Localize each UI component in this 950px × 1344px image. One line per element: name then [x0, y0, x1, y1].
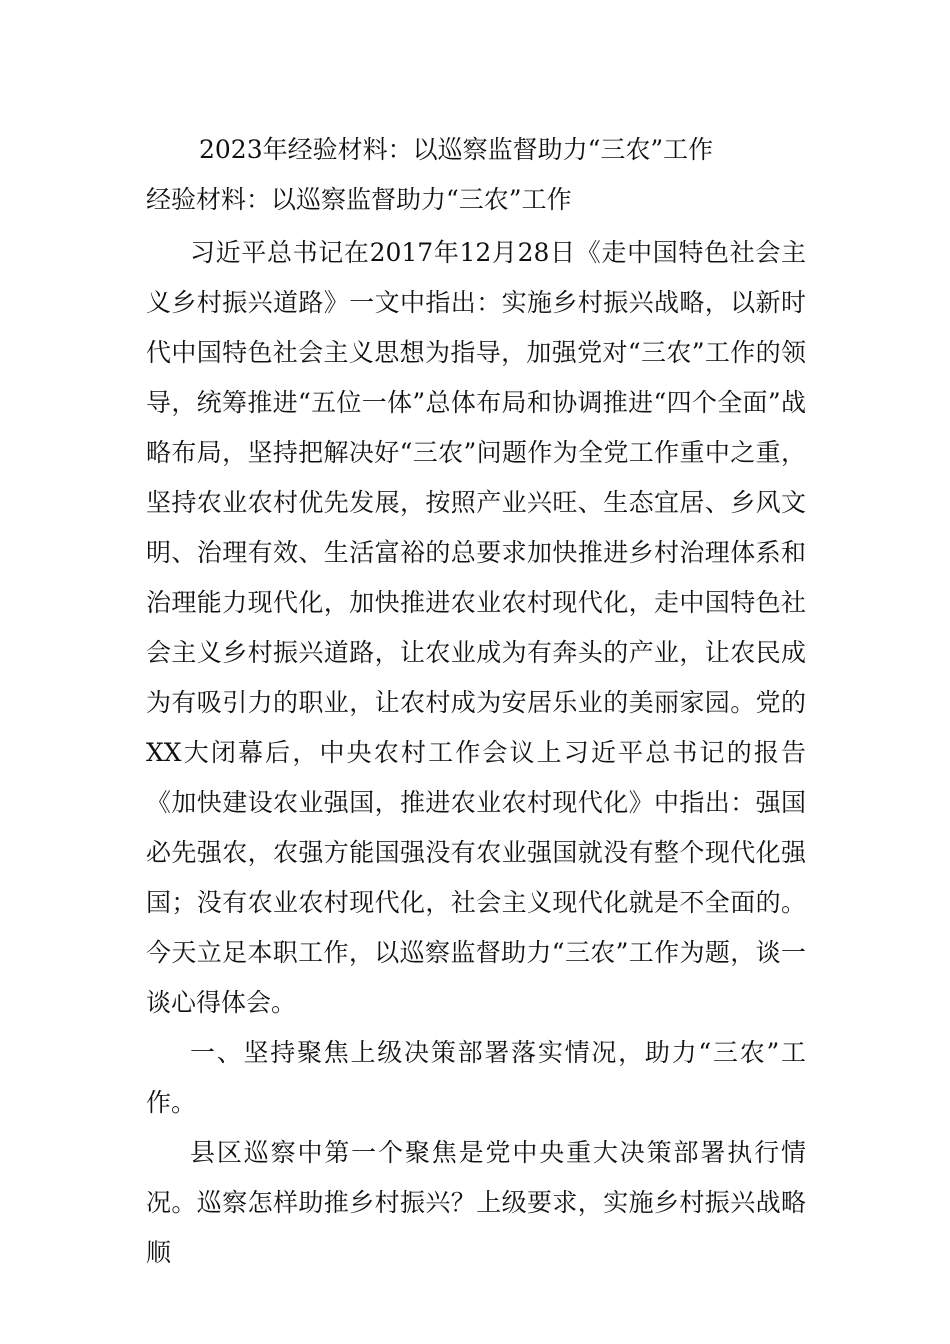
paragraph-section-heading: 一、坚持聚焦上级决策部署落实情况，助力“三农”工作。 [146, 1038, 806, 1117]
document-body [146, 228, 806, 1278]
document-subtitle: 经验材料：以巡察监督助力“三农”工作 [146, 185, 572, 214]
document-title: 2023年经验材料：以巡察监督助力“三农”工作 [199, 135, 714, 164]
paragraph-section-body: 县区巡察中第一个聚焦是党中央重大决策部署执行情况。巡察怎样助推乡村振兴？上级要求，实施乡村振兴战略顺 [146, 1138, 806, 1267]
paragraph-intro: 习近平总书记在2017年12月28日《走中国特色社会主义乡村振兴道路》一文中指出：实施乡村振兴战略，以新时代中国特色社会主义思想为指导，加强党对“三农”工作的领导，统筹推进“五位一体”总体布局和协调推进“四个全面”战略布局，坚持把解决好“三农”问题作为全党工作重中之重，坚持农业农村优先发展，按照产业兴旺、生态宜居、乡风文明、治理有效、生活富裕的总要求加快推进乡村治理体系和治理能力现代化，加快推进农业农村现代化，走中国特色社会主义乡村振兴道路，让农业成为有奔头的产业，让农民成为有吸引力的职业，让农村成为安居乐业的美丽家园。党的XX大闭幕后，中央农村工作会议上习近平总书记的报告《加快建设农业强国，推进农业农村现代化》中指出：强国必先强农，农强方能国强没有农业强国就没有整个现代化强国；没有农业农村现代化，社会主义现代化就是不全面的。今天立足本职工作，以巡察监督助力“三农”工作为题，谈一谈心得体会。 [146, 238, 806, 1017]
